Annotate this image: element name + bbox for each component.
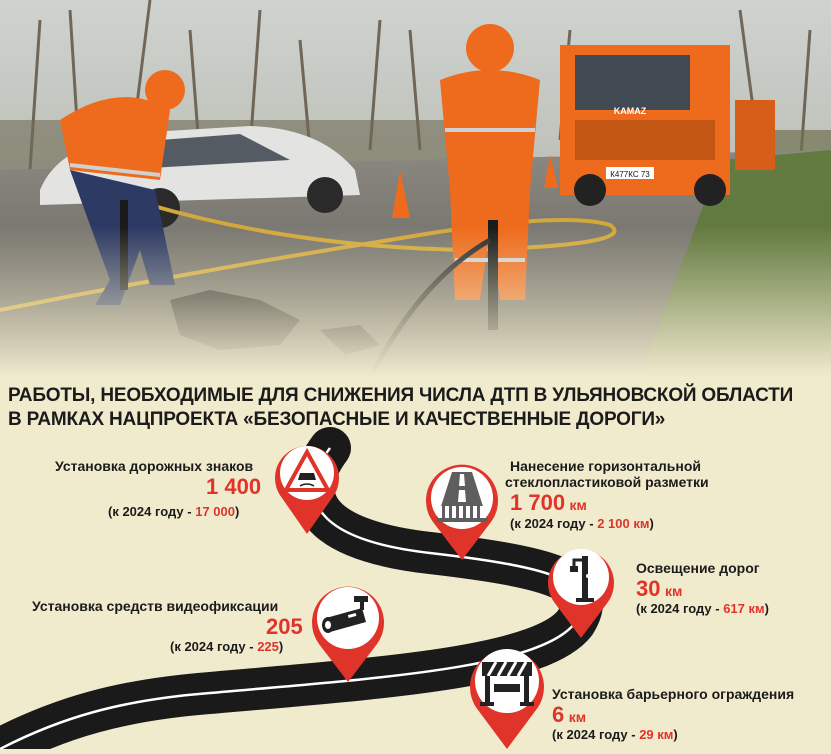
value-road-lighting-number: 30	[636, 576, 661, 601]
label-road-signs: Установка дорожных знаков	[55, 458, 254, 474]
label-road-lighting: Освещение дорог	[636, 560, 760, 576]
target-barrier: (к 2024 году - 29 км)	[552, 727, 678, 742]
target-road-lighting: (к 2024 году - 617 км)	[636, 601, 769, 616]
pin-road-signs	[272, 438, 342, 539]
target-road-marking: (к 2024 году - 2 100 км)	[510, 516, 654, 531]
label-road-marking-line2: стеклопластиковой разметки	[505, 474, 709, 490]
pin-barrier	[466, 640, 548, 754]
value-road-marking: 1 700 км	[510, 490, 587, 515]
title-line-2: В РАМКАХ НАЦПРОЕКТА «БЕЗОПАСНЫЕ И КАЧЕСТВЕННЫЕ ДОРОГИ»	[8, 409, 666, 430]
value-barrier: 6 км	[552, 702, 587, 727]
value-road-signs-number: 1 400	[206, 474, 262, 499]
value-road-marking-number: 1 700	[510, 490, 566, 515]
pin-road-lighting	[544, 540, 618, 643]
value-video-cameras	[266, 614, 303, 640]
value-video-cameras-number: 205	[266, 614, 303, 639]
pin-video-cameras	[308, 578, 388, 687]
value-barrier-number: 6	[552, 702, 565, 727]
target-road-signs: (к 2024 году - 17 000)	[108, 504, 240, 519]
value-road-lighting: 30 км	[636, 576, 683, 601]
value-road-signs	[206, 474, 261, 500]
pin-road-marking	[422, 460, 502, 565]
label-video-cameras: Установка средств видеофиксации	[32, 598, 279, 614]
label-barrier: Установка барьерного ограждения	[552, 686, 795, 702]
label-road-marking-line1: Нанесение горизонтальной	[510, 458, 701, 474]
target-video-cameras: (к 2024 году - 225)	[170, 639, 284, 654]
title-line-1: РАБОТЫ, НЕОБХОДИМЫЕ ДЛЯ СНИЖЕНИЯ ЧИСЛА ДТП В УЛЬЯНОВСКОЙ ОБЛАСТИ	[8, 385, 794, 406]
